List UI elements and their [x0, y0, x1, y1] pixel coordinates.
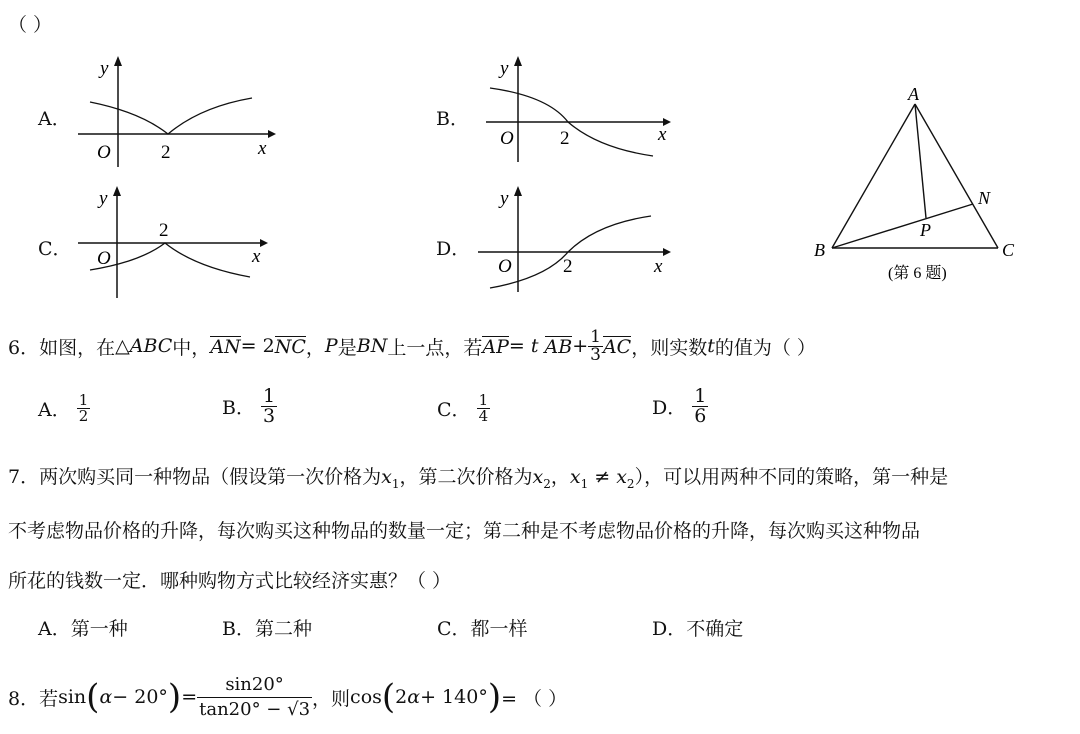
q7-line-1 — [8, 462, 948, 491]
axis-x-label: x — [654, 256, 663, 277]
fraction-numerator: sin20° — [225, 673, 284, 695]
fraction-denominator: 3 — [263, 404, 276, 427]
q6-tail2: 的值为（ ） — [714, 336, 816, 359]
option-text: 第二种 — [254, 618, 312, 640]
q5-option-d-label: D． — [436, 238, 471, 260]
sin-func: sin — [58, 686, 87, 708]
q6-triangle: △ — [115, 335, 130, 357]
q8-fraction — [197, 673, 312, 720]
var-x2: x — [616, 466, 627, 488]
vector-ab: AB — [544, 335, 573, 358]
fraction-numerator: 1 — [478, 390, 489, 409]
q5-option-c-label: C． — [38, 238, 72, 260]
tick-label: 2 — [560, 128, 570, 149]
q6-tail1: ，则实数 — [631, 336, 708, 359]
q6-prefix: 6．如图，在 — [8, 336, 116, 359]
origin-label: O — [498, 256, 512, 277]
neq-sign: ≠ — [588, 466, 617, 488]
q7-option-c[interactable] — [437, 614, 528, 641]
q8-stem — [8, 668, 567, 726]
point-n-label: N — [978, 188, 991, 208]
option-text: 都一样 — [470, 618, 528, 640]
q7-line-3: 所花的钱数一定．哪种购物方式比较经济实惠？（ ） — [8, 570, 452, 592]
q8-prefix: 8．若 — [8, 687, 59, 710]
origin-label: O — [97, 142, 111, 163]
axis-y-label: y — [99, 188, 108, 209]
q6-plus: + — [572, 335, 589, 357]
origin-label: O — [500, 128, 514, 149]
figure-caption: (第 6 题) — [888, 265, 947, 282]
option-label: C． — [437, 618, 471, 640]
var-x1: x — [569, 466, 581, 488]
q6-option-a[interactable] — [38, 386, 90, 430]
fraction-numerator: 1 — [694, 384, 707, 407]
var-x1: x — [381, 466, 392, 488]
q6-option-c[interactable] — [437, 386, 490, 430]
fraction-numerator: 1 — [590, 326, 601, 347]
subscript: 1 — [391, 476, 400, 491]
option-label: D． — [652, 618, 687, 640]
q6-abc: ABC — [129, 335, 173, 357]
q7-text-c: ， — [550, 466, 570, 488]
q6-shi: 是 — [337, 336, 357, 359]
q7-line-2: 不考虑物品价格的升降，每次购买这种物品的数量一定；第二种是不考虑物品价格的升降，每次购买这种物品 — [8, 520, 921, 542]
q7-option-b[interactable] — [222, 614, 312, 641]
vector-an: AN — [210, 335, 241, 358]
q5-option-a-graph — [70, 52, 280, 172]
q7-text-a: 7．两次购买同一种物品（假设第一次价格为 — [8, 466, 382, 488]
option-label: B． — [222, 396, 255, 419]
fraction-denominator: tan20° − √3 — [199, 698, 311, 720]
fraction-denominator: 6 — [694, 404, 707, 427]
q5-option-b-graph — [478, 52, 688, 172]
axis-y-label: y — [500, 188, 509, 209]
option-label: C． — [437, 398, 471, 421]
q6-point-p: P — [324, 335, 338, 357]
q8-then: ，则 — [312, 687, 351, 710]
q6-onept: 上一点，若 — [387, 336, 483, 359]
plus-140: + 140° — [420, 686, 488, 708]
fraction-denominator: 4 — [478, 406, 489, 425]
q5-answer-paren: （ ） — [8, 14, 53, 36]
q6-option-d[interactable] — [652, 380, 708, 432]
fraction-denominator: 3 — [590, 344, 601, 365]
subscript: 2 — [543, 476, 551, 491]
axis-x-label: x — [252, 246, 261, 267]
vertex-a-label: A — [908, 84, 919, 104]
q7-option-d[interactable] — [652, 614, 743, 641]
subscript: 2 — [626, 476, 635, 491]
equals-sign: = — [181, 686, 198, 708]
q6-t: t — [707, 335, 715, 357]
option-fraction — [77, 390, 91, 425]
vector-ap: AP — [482, 335, 509, 358]
q5-option-a-label: A． — [38, 108, 71, 130]
option-text: 第一种 — [70, 618, 128, 640]
vertex-c-label: C — [1002, 240, 1015, 260]
q6-triangle-figure — [800, 80, 1050, 290]
minus-20: − 20° — [112, 686, 168, 708]
q6-zhong: 中， — [172, 336, 211, 359]
q8-tail: = （ ） — [501, 687, 568, 710]
var-alpha: α — [407, 686, 421, 708]
option-text: 不确定 — [686, 618, 744, 640]
option-label: B． — [222, 618, 255, 640]
left-paren: ( — [86, 677, 100, 717]
coef-2: 2 — [395, 686, 408, 708]
q5-option-d-graph — [478, 182, 688, 302]
q7-text-b: ，第二次价格为 — [399, 466, 533, 488]
q7-text-d: ），可以用两种不同的策略，第一种是 — [634, 466, 949, 488]
vector-nc: NC — [274, 335, 306, 358]
q5-option-c-graph — [70, 182, 280, 302]
q6-bn: BN — [356, 335, 388, 357]
axis-x-label: x — [658, 124, 667, 145]
vertex-b-label: B — [814, 240, 825, 260]
q6-eqt: = t — [508, 335, 539, 357]
left-paren: ( — [381, 677, 396, 717]
option-label: A． — [38, 398, 71, 421]
option-label: D． — [652, 396, 687, 419]
right-paren: ) — [167, 677, 182, 717]
option-fraction — [692, 384, 708, 427]
q6-stem — [8, 326, 816, 366]
q6-eq2: = 2 — [240, 335, 275, 357]
tick-label: 2 — [563, 256, 573, 277]
origin-label: O — [97, 248, 111, 269]
axis-x-label: x — [258, 138, 267, 159]
q6-option-b[interactable] — [222, 380, 277, 432]
axis-y-label: y — [500, 58, 509, 79]
cos-func: cos — [350, 686, 382, 708]
option-fraction — [477, 390, 491, 425]
q6-fraction — [588, 326, 603, 365]
q7-option-a[interactable] — [38, 614, 128, 641]
q5-option-b-label: B． — [436, 108, 469, 130]
right-paren: ) — [487, 677, 502, 717]
vector-ac: AC — [602, 335, 632, 358]
q6-comma: ， — [305, 336, 325, 359]
tick-label: 2 — [159, 220, 169, 241]
axis-y-label: y — [100, 58, 109, 79]
point-p-label: P — [920, 220, 931, 240]
tick-label: 2 — [161, 142, 171, 163]
var-alpha: α — [99, 686, 113, 708]
subscript: 1 — [580, 476, 589, 491]
fraction-denominator: 2 — [78, 406, 89, 425]
option-label: A． — [38, 618, 71, 640]
fraction-numerator: 1 — [78, 390, 89, 409]
var-x2: x — [532, 466, 544, 488]
option-fraction — [261, 384, 277, 427]
fraction-numerator: 1 — [263, 384, 276, 407]
